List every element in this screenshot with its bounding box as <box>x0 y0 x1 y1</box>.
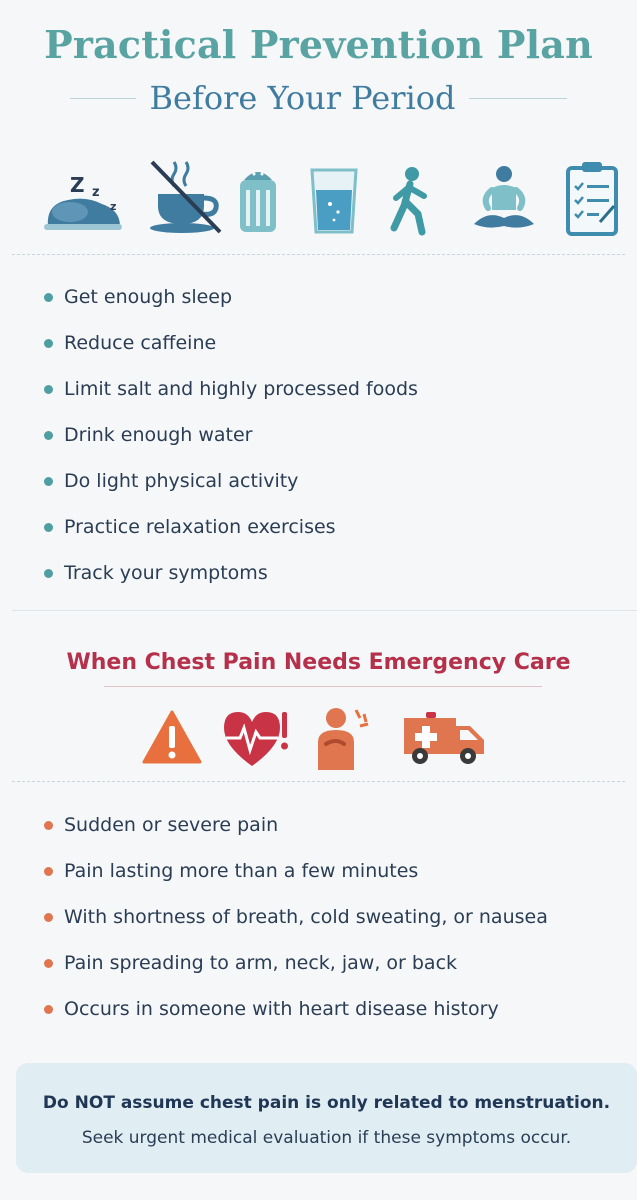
alert-box <box>16 1063 637 1173</box>
alert-text-post: assume chest pain is only related to menstruation. <box>114 1093 611 1113</box>
alert-text-pre: Do <box>42 1093 75 1113</box>
page-title: Practical Prevention Plan <box>44 22 593 67</box>
list-item: Limit salt and highly processed foods <box>44 377 418 423</box>
alert-message <box>16 1093 637 1113</box>
emergency-icon-row <box>0 702 637 774</box>
list-item: Track your symptoms <box>44 561 418 607</box>
prevention-list <box>44 285 418 607</box>
list-item: With shortness of breath, cold sweating, or nausea <box>44 905 548 951</box>
subtitle-row <box>0 76 637 120</box>
salt-shaker-icon <box>236 164 280 234</box>
subtitle-divider-left <box>70 98 136 99</box>
heart-pulse-icon <box>220 708 290 768</box>
list-item: Sudden or severe pain <box>44 813 548 859</box>
alert-text-emphasis: NOT <box>74 1093 115 1113</box>
list-item: Pain lasting more than a few minutes <box>44 859 548 905</box>
checklist-icon <box>566 162 618 236</box>
prevention-icon-row <box>0 158 637 240</box>
alert-advice: Seek urgent medical evaluation if these symptoms occur. <box>81 1128 572 1148</box>
page-subtitle: Before Your Period <box>149 79 456 117</box>
subtitle-divider-right <box>469 98 567 99</box>
list-item: Do light physical activity <box>44 469 418 515</box>
emergency-title-underline <box>104 686 542 687</box>
warning-icon <box>142 710 202 764</box>
emergency-title: When Chest Pain Needs Emergency Care <box>66 650 571 675</box>
emergency-list <box>44 813 548 1043</box>
list-item: Reduce caffeine <box>44 331 418 377</box>
divider-dotted-2 <box>12 781 625 782</box>
svg-text:z: z <box>92 185 100 200</box>
list-item: Occurs in someone with heart disease history <box>44 997 548 1043</box>
list-item: Pain spreading to arm, neck, jaw, or back <box>44 951 548 997</box>
svg-text:Z: Z <box>70 173 85 197</box>
svg-text:z: z <box>110 200 117 213</box>
divider-dotted <box>12 254 625 255</box>
chest-pain-person-icon <box>312 704 374 772</box>
list-item: Practice relaxation exercises <box>44 515 418 561</box>
sleep-icon <box>42 170 124 232</box>
walking-icon <box>384 166 434 236</box>
meditation-icon <box>470 164 538 234</box>
ambulance-icon <box>402 712 486 766</box>
list-item: Get enough sleep <box>44 285 418 331</box>
no-caffeine-icon <box>146 160 226 236</box>
list-item: Drink enough water <box>44 423 418 469</box>
water-glass-icon <box>310 168 358 234</box>
section-divider <box>12 610 637 611</box>
